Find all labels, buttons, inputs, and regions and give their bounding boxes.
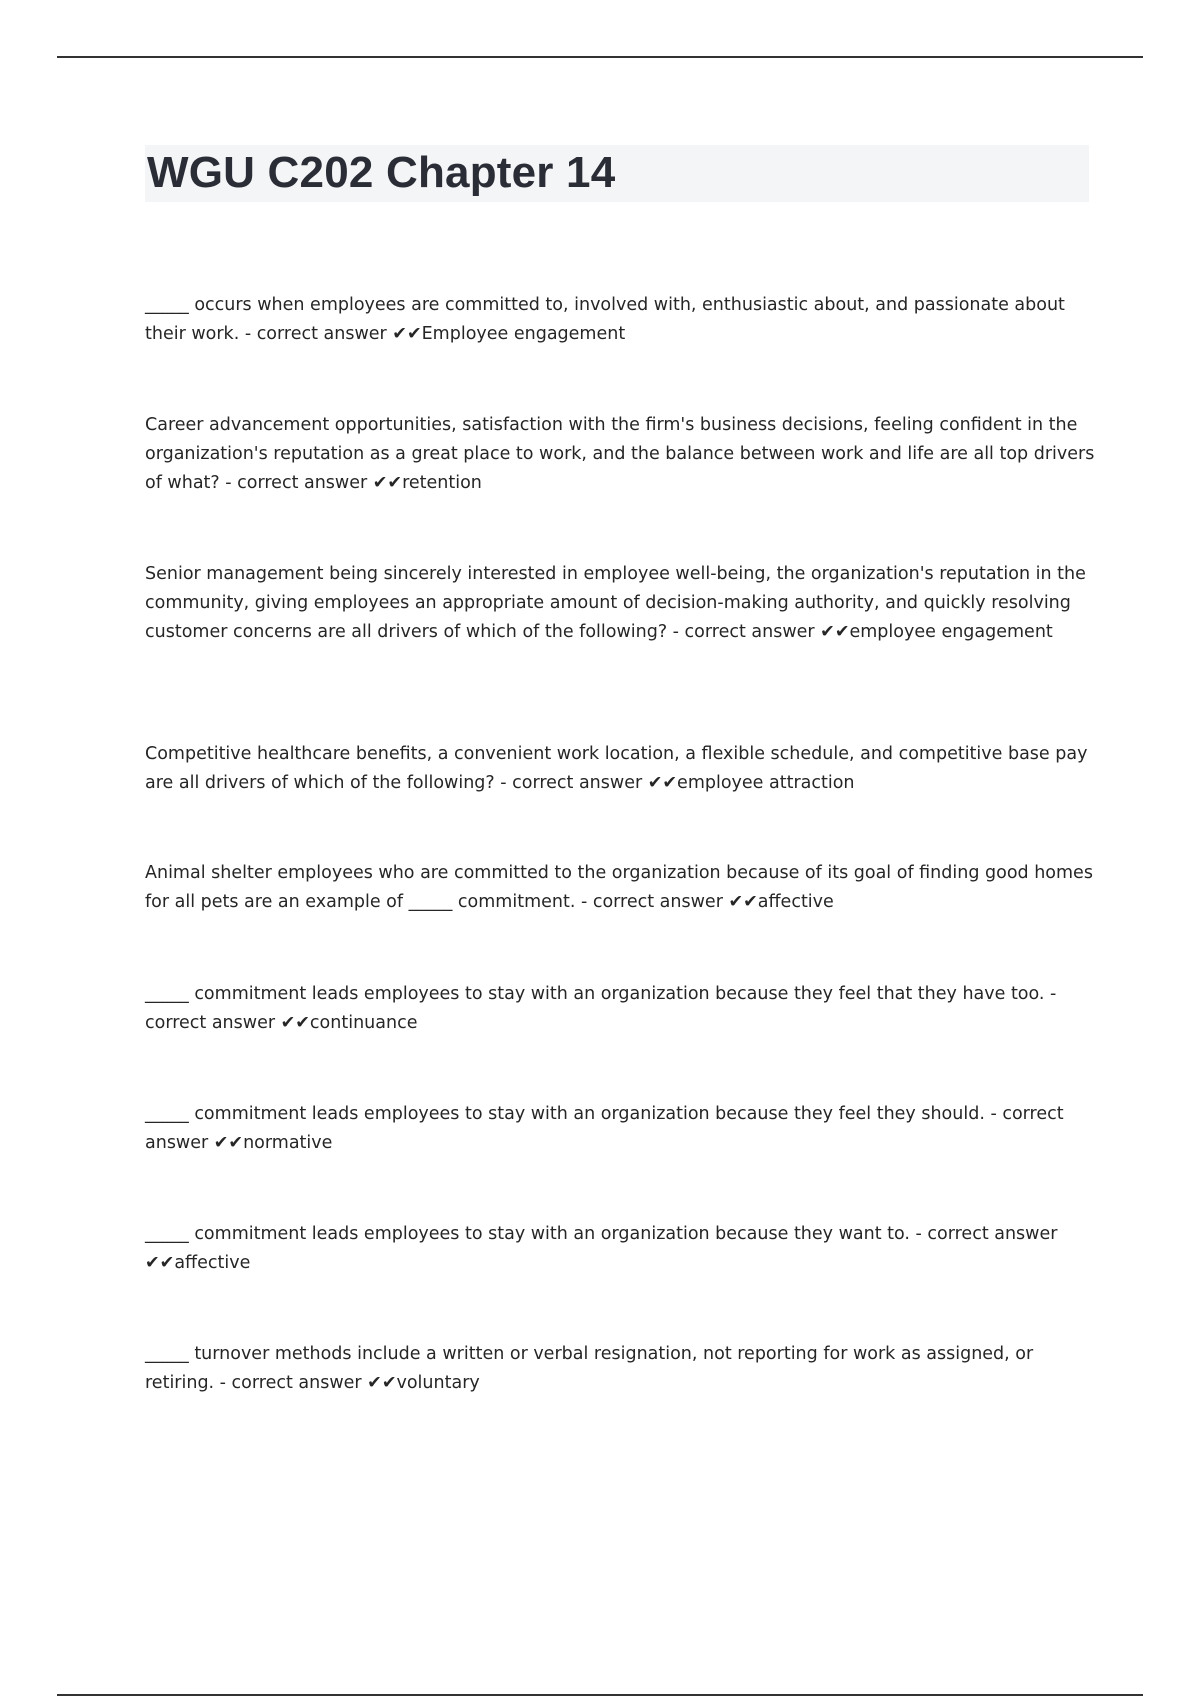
- qa-item-4: Competitive healthcare benefits, a convenient work location, a flexible schedule, and competitive base pay are all drivers of which of the following? - correct answer ✔✔employee attraction: [145, 744, 1088, 793]
- qa-item-3: Senior management being sincerely interested in employee well-being, the organization's reputation in the community, giving employees an appropriate amount of decision-making authority, and quickly resolving customer concerns are all drivers of which of the following? - correct answer ✔✔employee engagement: [145, 564, 1086, 642]
- qa-item-9: _____ turnover methods include a written or verbal resignation, not reporting for work as assigned, or retiring. - correct answer ✔✔voluntary: [145, 1344, 1034, 1393]
- qa-item-5: Animal shelter employees who are committed to the organization because of its goal of finding good homes for all pets are an example of _____ commitment. - correct answer ✔✔affective: [145, 863, 1093, 912]
- qa-item-1: _____ occurs when employees are committed to, involved with, enthusiastic about, and passionate about their work. - correct answer ✔✔Employee engagement: [145, 295, 1065, 344]
- bottom-rule: [57, 1694, 1143, 1696]
- page-title: WGU C202 Chapter 14: [147, 148, 616, 197]
- qa-item-7: _____ commitment leads employees to stay with an organization because they feel they should. - correct answer ✔✔normative: [145, 1104, 1064, 1153]
- qa-item-8: _____ commitment leads employees to stay with an organization because they want to. - correct answer ✔✔affective: [145, 1224, 1058, 1273]
- top-rule: [57, 56, 1143, 58]
- qa-item-6: _____ commitment leads employees to stay with an organization because they feel that they have too. - correct answer ✔✔continuance: [145, 984, 1057, 1033]
- qa-item-2: Career advancement opportunities, satisfaction with the firm's business decisions, feeling confident in the organization's reputation as a great place to work, and the balance between work and life are all top drivers of what? - correct answer ✔✔retention: [145, 415, 1095, 493]
